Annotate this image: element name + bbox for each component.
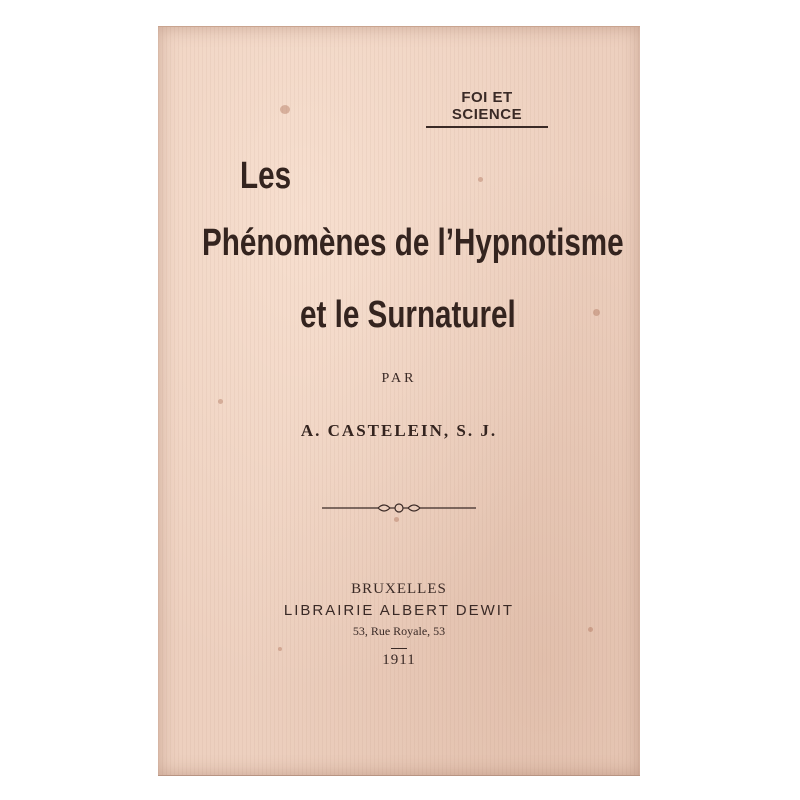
title-line-3: et le Surnaturel: [300, 294, 516, 336]
publication-year: 1911: [382, 652, 416, 668]
foxing-spot: [278, 647, 282, 651]
short-rule: [391, 648, 407, 649]
foxing-spot: [218, 399, 223, 404]
author-name: A. CASTELEIN, S. J.: [300, 421, 498, 440]
foxing-spot: [593, 309, 600, 316]
ornament-divider: [320, 499, 478, 517]
foxing-spot: [394, 517, 399, 522]
series-label: FOI ET SCIENCE: [426, 89, 548, 128]
title-line-2: Phénomènes de l’Hypnotisme: [202, 222, 624, 264]
publisher-city: BRUXELLES: [351, 581, 447, 597]
foxing-spot: [280, 105, 290, 114]
by-label: PAR: [381, 371, 417, 386]
book-cover: [158, 26, 640, 776]
publisher-name: LIBRAIRIE ALBERT DEWIT: [283, 602, 515, 619]
foxing-spot: [478, 177, 483, 182]
title-line-1: Les: [240, 155, 292, 197]
publisher-address: 53, Rue Royale, 53: [352, 624, 446, 638]
